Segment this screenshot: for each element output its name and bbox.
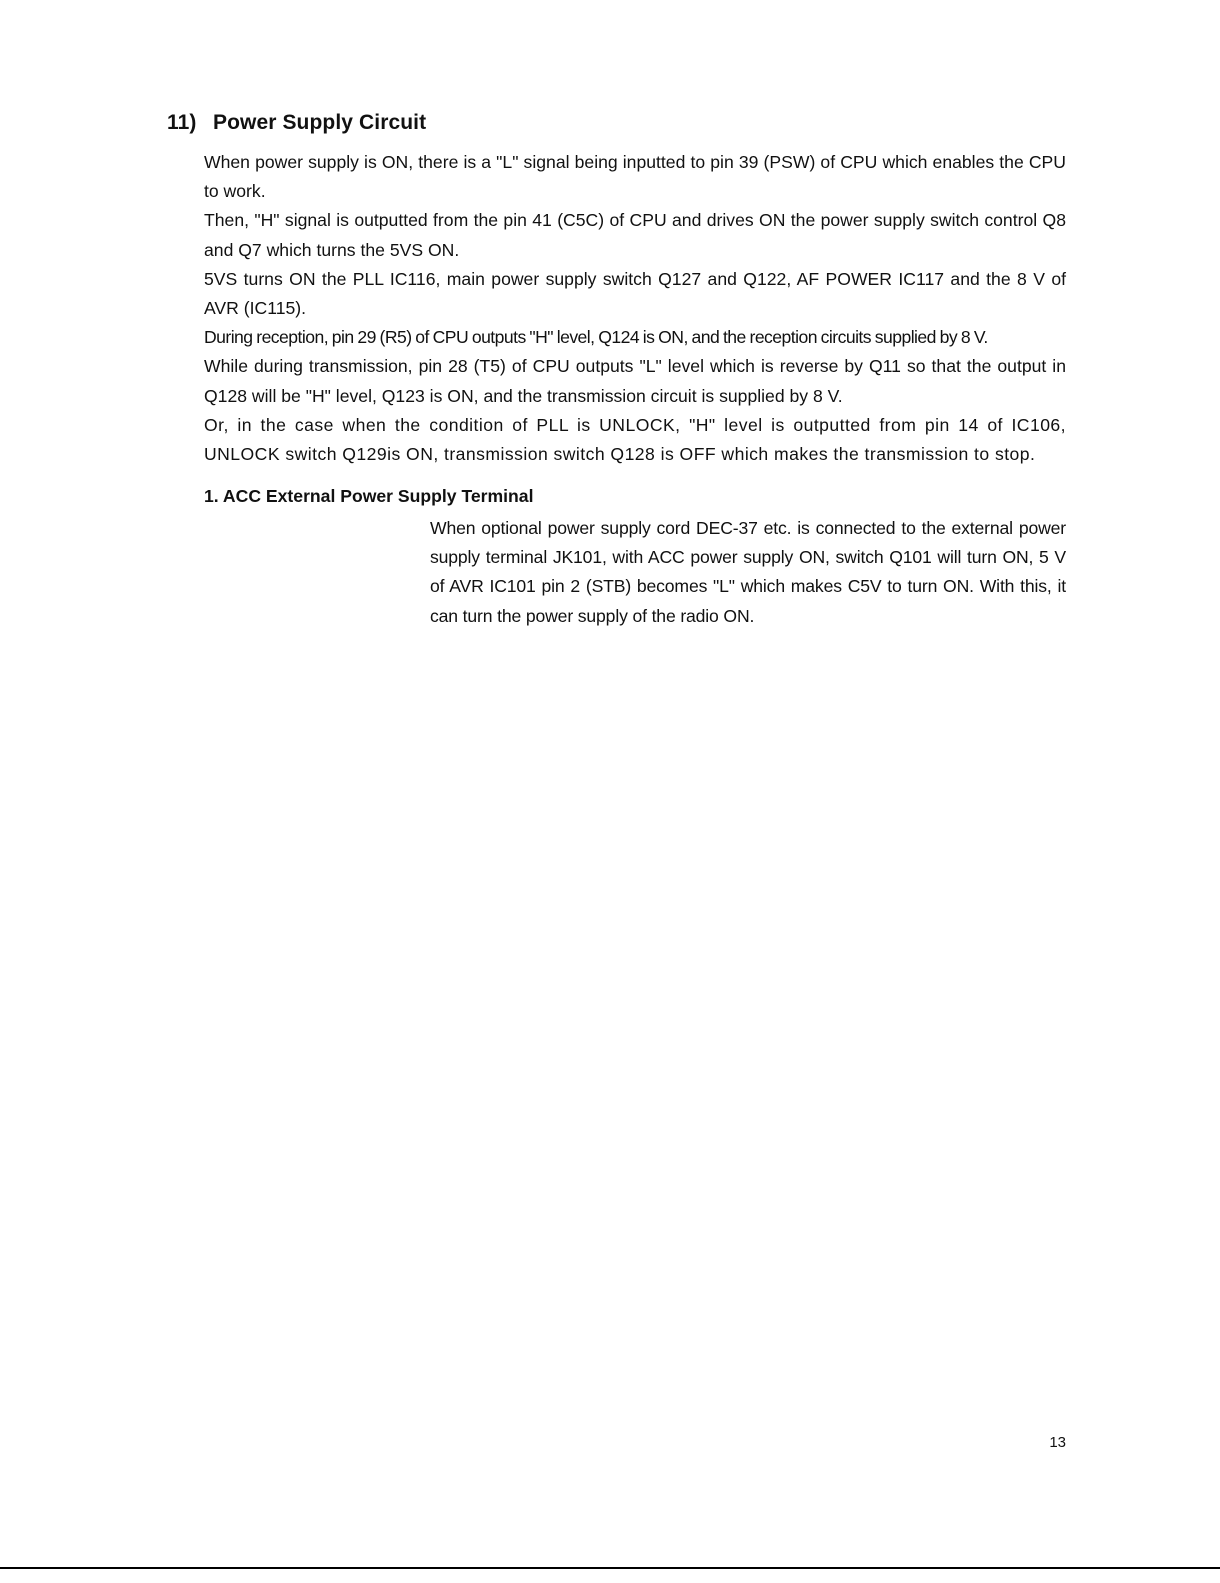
paragraph-reception: During reception, pin 29 (R5) of CPU outputs "H" level, Q124 is ON, and the reception circuits supplied by 8 V. [204, 327, 988, 348]
paragraph-h-signal: Then, "H" signal is outputted from the pin 41 (C5C) of CPU and drives ON the power supply switch control Q8 and Q7 which turns the 5VS ON. [204, 210, 1066, 260]
section-body [204, 148, 1066, 469]
section-title: Power Supply Circuit [213, 111, 427, 134]
paragraph-unlock: Or, in the case when the condition of PLL is UNLOCK, "H" level is outputted from pin 14 of IC106, UNLOCK switch Q129is ON, transmission switch Q128 is OFF which makes the transmission to stop. [204, 414, 1066, 465]
section-heading [167, 111, 426, 135]
subsection-body: When optional power supply cord DEC-37 etc. is connected to the external power supply terminal JK101, with ACC power supply ON, switch Q101 will turn ON, 5 V of AVR IC101 pin 2 (STB) becomes "L" which makes C5V to turn ON. With this, it can turn the power supply of the radio ON. [430, 518, 1066, 626]
paragraph-power-on: When power supply is ON, there is a "L" signal being inputted to pin 39 (PSW) of CPU which enables the CPU to work. [204, 152, 1066, 202]
bottom-divider [0, 1567, 1220, 1569]
paragraph-5vs: 5VS turns ON the PLL IC116, main power supply switch Q127 and Q122, AF POWER IC117 and the 8 V of AVR (IC115). [204, 268, 1066, 319]
subsection-heading: 1. ACC External Power Supply Terminal [204, 486, 534, 506]
page-number: 13 [1049, 1434, 1066, 1451]
section-number: 11) [167, 111, 197, 134]
paragraph-transmission: While during transmission, pin 28 (T5) of CPU outputs "L" level which is reverse by Q11 so that the output in Q128 will be "H" level, Q123 is ON, and the transmission circuit is supplied by 8 V. [204, 356, 1066, 406]
